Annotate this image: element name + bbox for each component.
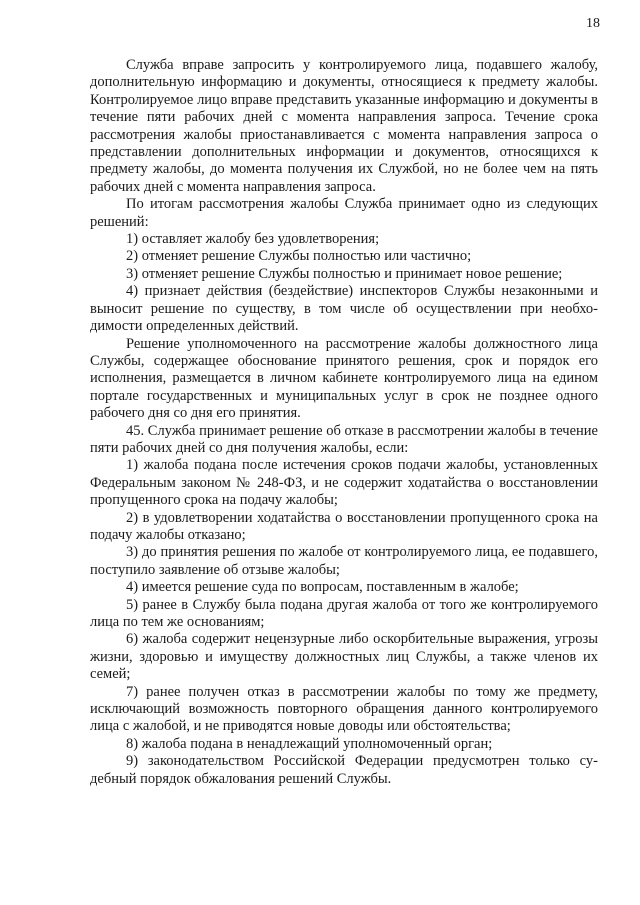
list-item: 6) жалоба содержит нецензурные либо оскорбительные выражения, угрозы жизни, здоровью и имуществу должностных лиц Службы, а также членов их семей; bbox=[90, 631, 598, 683]
paragraph: Служба вправе запросить у контролируемого лица, подавшего жалобу, дополнительную информацию и документы, относящиеся к предмету жалобы. Контролируемое лицо вправе представить указанные информацию и документы в течение пяти рабочих дней с момента направления запроса. Течение срока рассмотрения жалобы приостанавливается с момента направления запроса о представлении дополнительных информации и документов, относящихся к предмету жалобы, до момента получения их Службой, но не более чем на пять рабочих дней с момента направления запроса. bbox=[90, 57, 598, 195]
list-item: 4) имеется решение суда по вопросам, поставленным в жалобе; bbox=[126, 579, 519, 596]
list-item: 8) жалоба подана в ненадлежащий уполномоченный орган; bbox=[126, 735, 493, 752]
page-number: 18 bbox=[586, 16, 600, 31]
list-item: 9) законодательством Российской Федерации предусмотрен только судебный порядок обжалования решений Службы. bbox=[90, 753, 598, 787]
list-item: 2) в удовлетворении ходатайства о восстановлении пропущенного срока на подачу жалобы отказано; bbox=[90, 509, 598, 543]
paragraph: Решение уполномоченного на рассмотрение жалобы должностного лица Службы, содержащее обоснование принятого решения, срок и порядок его исполнения, размещается в личном кабинете контролируемого лица на едином портале государственных и муниципальных услуг в срок не позднее одного рабочего дня со дня его принятия. bbox=[90, 335, 598, 422]
list-item: 1) жалоба подана после истечения сроков подачи жалобы, установленных Федеральным законом № 248-ФЗ, и не содержит ходатайства о восстановлении пропущенного срока на подачу жалобы; bbox=[90, 457, 598, 509]
list-item: 4) признает действия (бездействие) инспекторов Службы незаконными и выносит решение по существу, в том числе об осуществлении при необходимости определенных действий. bbox=[90, 283, 598, 335]
list-item: 7) ранее получен отказ в рассмотрении жалобы по тому же предмету, исключающий возможность повторного обращения данного контролируемого лица с жалобой, и не приводятся новые доводы или обстоятельства; bbox=[90, 683, 598, 735]
paragraph: 45. Служба принимает решение об отказе в рассмотрении жалобы в течение пяти рабочих дней со дня получения жалобы, если: bbox=[90, 422, 598, 456]
list-item: 2) отменяет решение Службы полностью или частично; bbox=[126, 248, 472, 265]
list-item: 3) отменяет решение Службы полностью и принимает новое решение; bbox=[126, 265, 563, 282]
list-item: 5) ранее в Службу была подана другая жалоба от того же контролируемого лица по тем же основаниям; bbox=[90, 596, 598, 630]
list-item: 3) до принятия решения по жалобе от контролируемого лица, ее подавшего, поступило заявление об отзыве жалобы; bbox=[90, 544, 598, 578]
paragraph: По итогам рассмотрения жалобы Служба принимает одно из следующих решений: bbox=[90, 196, 598, 230]
list-item: 1) оставляет жалобу без удовлетворения; bbox=[126, 231, 380, 248]
document-body bbox=[90, 57, 598, 788]
